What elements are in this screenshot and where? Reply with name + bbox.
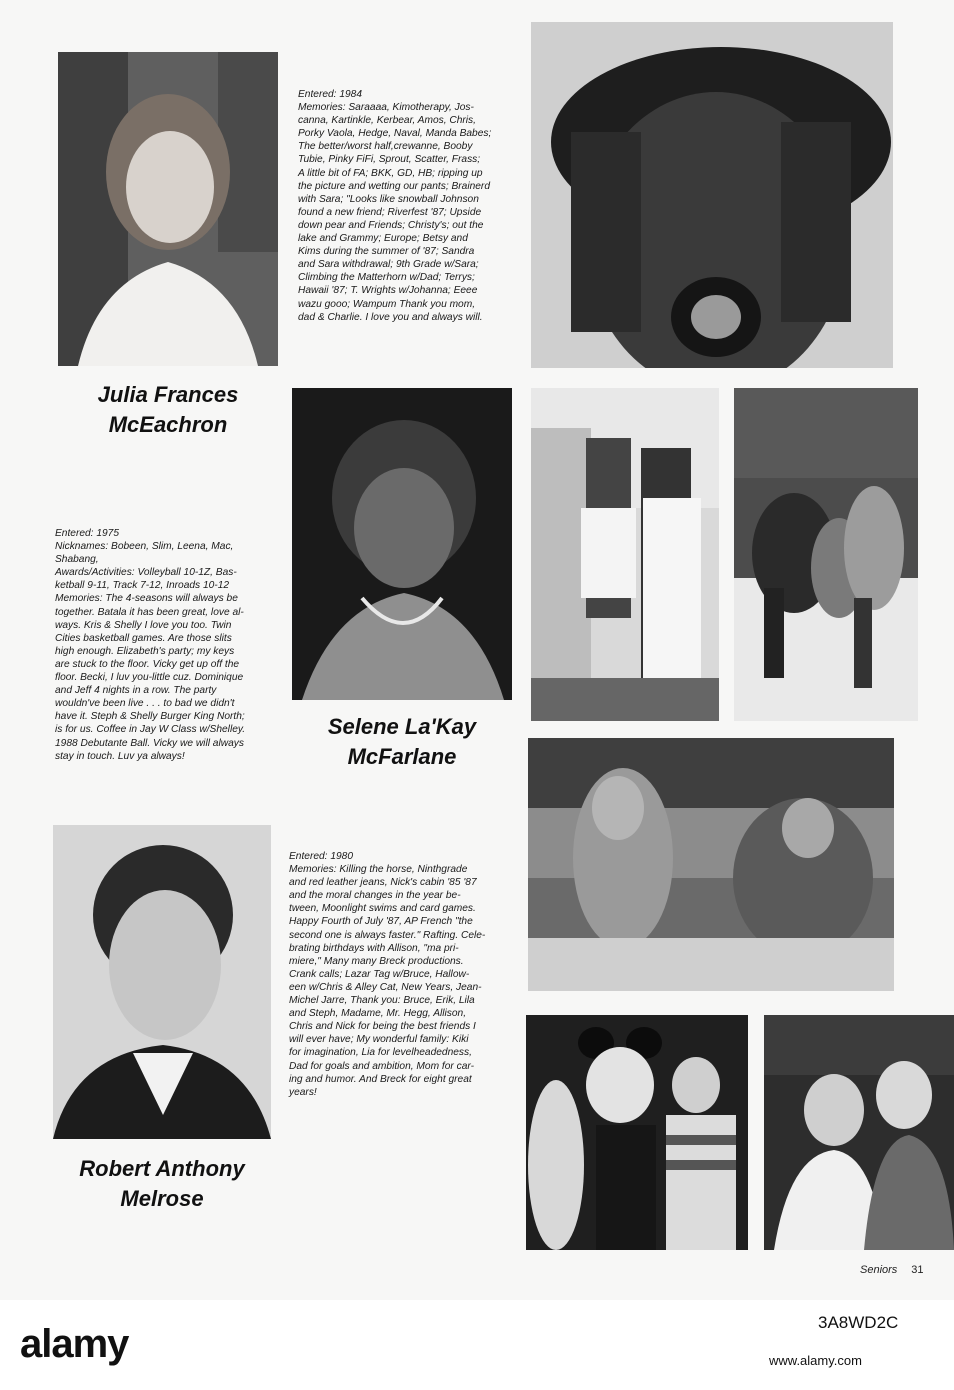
bio-line: have it. Steph & Shelly Burger King North; bbox=[55, 711, 245, 723]
bio-line: ing and humor. And Breck for eight great bbox=[289, 1073, 472, 1085]
bio-line: Porky Vaola, Hedge, Naval, Manda Babes; bbox=[298, 128, 492, 140]
stock-logo: alamy bbox=[20, 1322, 129, 1366]
bio-line: ketball 9-11, Track 7-12, Inroads 10-12 bbox=[55, 580, 230, 592]
candid-photo-costume-character bbox=[526, 1015, 748, 1250]
bio-line: Memories: Killing the horse, Ninthgrade bbox=[289, 864, 468, 876]
bio-line: Michel Jarre, Thank you: Bruce, Erik, Lila bbox=[289, 995, 475, 1007]
bio-line: miere," Many many Breck productions. bbox=[289, 955, 464, 967]
bio-line: Cities basketball games. Are those slits bbox=[55, 632, 232, 644]
bio-line: wazu gooo; Wampum Thank you mom, bbox=[298, 298, 476, 310]
bio-line: are stuck to the floor. Vicky get up off the bbox=[55, 658, 240, 670]
bio-selene-mcfarlane bbox=[55, 527, 280, 763]
section-label: Seniors bbox=[860, 1264, 898, 1276]
bio-line: 1988 Debutante Ball. Vicky we will always bbox=[55, 737, 244, 749]
bio-line: and the moral changes in the year be- bbox=[289, 890, 461, 902]
candid-photo-two-women bbox=[531, 388, 719, 721]
bio-line: Shabang, bbox=[55, 554, 99, 566]
bio-line: and Steph, Madame, Mr. Hegg, Allison, bbox=[289, 1008, 467, 1020]
bio-line: second one is always faster." Rafting. Cele- bbox=[289, 929, 486, 941]
bio-line: high enough. Elizabeth's party; my keys bbox=[55, 645, 235, 657]
stock-watermark-banner bbox=[0, 1300, 954, 1390]
bio-line: Entered: 1984 bbox=[298, 89, 363, 100]
candid-photo-two-girls bbox=[764, 1015, 954, 1250]
bio-line: Hawaii '87; T. Wrights w/Johanna; Eeee bbox=[298, 285, 478, 297]
portrait-julia-mceachron bbox=[58, 52, 278, 366]
bio-robert-melrose bbox=[289, 850, 517, 1099]
bio-line: is for us. Coffee in Jay W Class w/Shelley. bbox=[55, 724, 246, 736]
bio-line: een w/Chris & Alley Cat, New Years, Jean- bbox=[289, 981, 482, 993]
bio-line: down pear and Friends; Christy's; out the bbox=[298, 219, 484, 231]
bio-line: dad & Charlie. I love you and always will. bbox=[298, 311, 483, 323]
name-line-first: Julia Frances bbox=[97, 382, 239, 407]
bio-line: will ever have; My wonderful family: Kiki bbox=[289, 1034, 469, 1046]
name-line-first: Selene La'Kay bbox=[327, 714, 477, 739]
bio-line: Entered: 1975 bbox=[55, 528, 120, 539]
page-number: 31 bbox=[911, 1264, 924, 1276]
bio-line: Memories: The 4-seasons will always be bbox=[55, 593, 238, 605]
bio-line: Chris and Nick for being the best friends I bbox=[289, 1021, 476, 1033]
name-line-last: McFarlane bbox=[347, 744, 457, 769]
bio-line: wouldn've been live . . . to bad we didn't bbox=[55, 698, 235, 710]
portrait-robert-melrose bbox=[53, 825, 271, 1139]
bio-line: lake and Grammy; Europe; Betsy and bbox=[298, 233, 468, 245]
bio-julia-mceachron bbox=[298, 88, 523, 324]
candid-photo-face bbox=[531, 22, 893, 368]
name-line-first: Robert Anthony bbox=[79, 1156, 245, 1181]
bio-line: stay in touch. Luv ya always! bbox=[55, 750, 185, 762]
name-line-last: McEachron bbox=[108, 412, 228, 437]
bio-line: canna, Kartinkle, Kerbear, Amos, Chris, bbox=[298, 115, 476, 127]
bio-line: years! bbox=[289, 1086, 317, 1098]
bio-line: floor. Becki, I luv you-little cuz. Dominique bbox=[55, 672, 244, 684]
bio-line: Crank calls; Lazar Tag w/Bruce, Hallow- bbox=[289, 968, 470, 980]
bio-line: the picture and wetting our pants; Brainerd bbox=[298, 180, 490, 192]
bio-line: Awards/Activities: Volleyball 10-1Z, Bas- bbox=[55, 567, 237, 579]
bio-line: Memories: Saraaaa, Kimotherapy, Jos- bbox=[298, 102, 474, 114]
bio-line: brating birthdays with Allison, "ma pri- bbox=[289, 942, 459, 954]
bio-line: Happy Fourth of July '87, AP French "the bbox=[289, 916, 473, 928]
bio-line: tween, Moonlight swims and card games. bbox=[289, 903, 476, 915]
bio-line: found a new friend; Riverfest '87; Upside bbox=[298, 206, 482, 218]
candid-photo-climbers bbox=[734, 388, 918, 721]
name-line-last: Melrose bbox=[120, 1186, 204, 1211]
bio-line: A little bit of FA; BKK, GD, HB; ripping up bbox=[298, 167, 483, 179]
bio-line: Entered: 1980 bbox=[289, 851, 354, 862]
bio-line: and red leather jeans, Nick's cabin '85 '87 bbox=[289, 877, 477, 889]
stock-url: www.alamy.com bbox=[769, 1353, 862, 1368]
bio-line: Nicknames: Bobeen, Slim, Leena, Mac, bbox=[55, 541, 234, 553]
senior-name-selene-mcfarlane bbox=[292, 712, 512, 772]
bio-line: Kims during the summer of '87; Sandra bbox=[298, 246, 475, 258]
bio-line: and Jeff 4 nights in a row. The party bbox=[55, 685, 217, 697]
stock-image-id: 3A8WD2C bbox=[818, 1313, 899, 1332]
bio-line: with Sara; "Looks like snowball Johnson bbox=[298, 193, 479, 205]
bio-line: and Sara withdrawal; 9th Grade w/Sara; bbox=[298, 259, 479, 271]
bio-line: ways. Kris & Shelly I love you too. Twin bbox=[55, 619, 232, 631]
portrait-selene-mcfarlane bbox=[292, 388, 512, 700]
bio-line: Dad for goals and ambition, Mom for car- bbox=[289, 1060, 474, 1072]
bio-line: Climbing the Matterhorn w/Dad; Terrys; bbox=[298, 272, 475, 284]
bio-line: together. Batala it has been great, love al- bbox=[55, 606, 244, 618]
senior-name-robert-melrose bbox=[53, 1154, 271, 1214]
page-footer bbox=[860, 1264, 924, 1276]
senior-name-julia-mceachron bbox=[58, 380, 278, 440]
bio-line: for imagination, Lia for levelheadedness, bbox=[289, 1047, 472, 1059]
bio-line: Tubie, Pinky FiFi, Sprout, Scatter, Frass; bbox=[298, 154, 481, 166]
bio-line: The better/worst half,crewanne, Booby bbox=[298, 141, 473, 153]
candid-photo-rafting bbox=[528, 738, 894, 991]
